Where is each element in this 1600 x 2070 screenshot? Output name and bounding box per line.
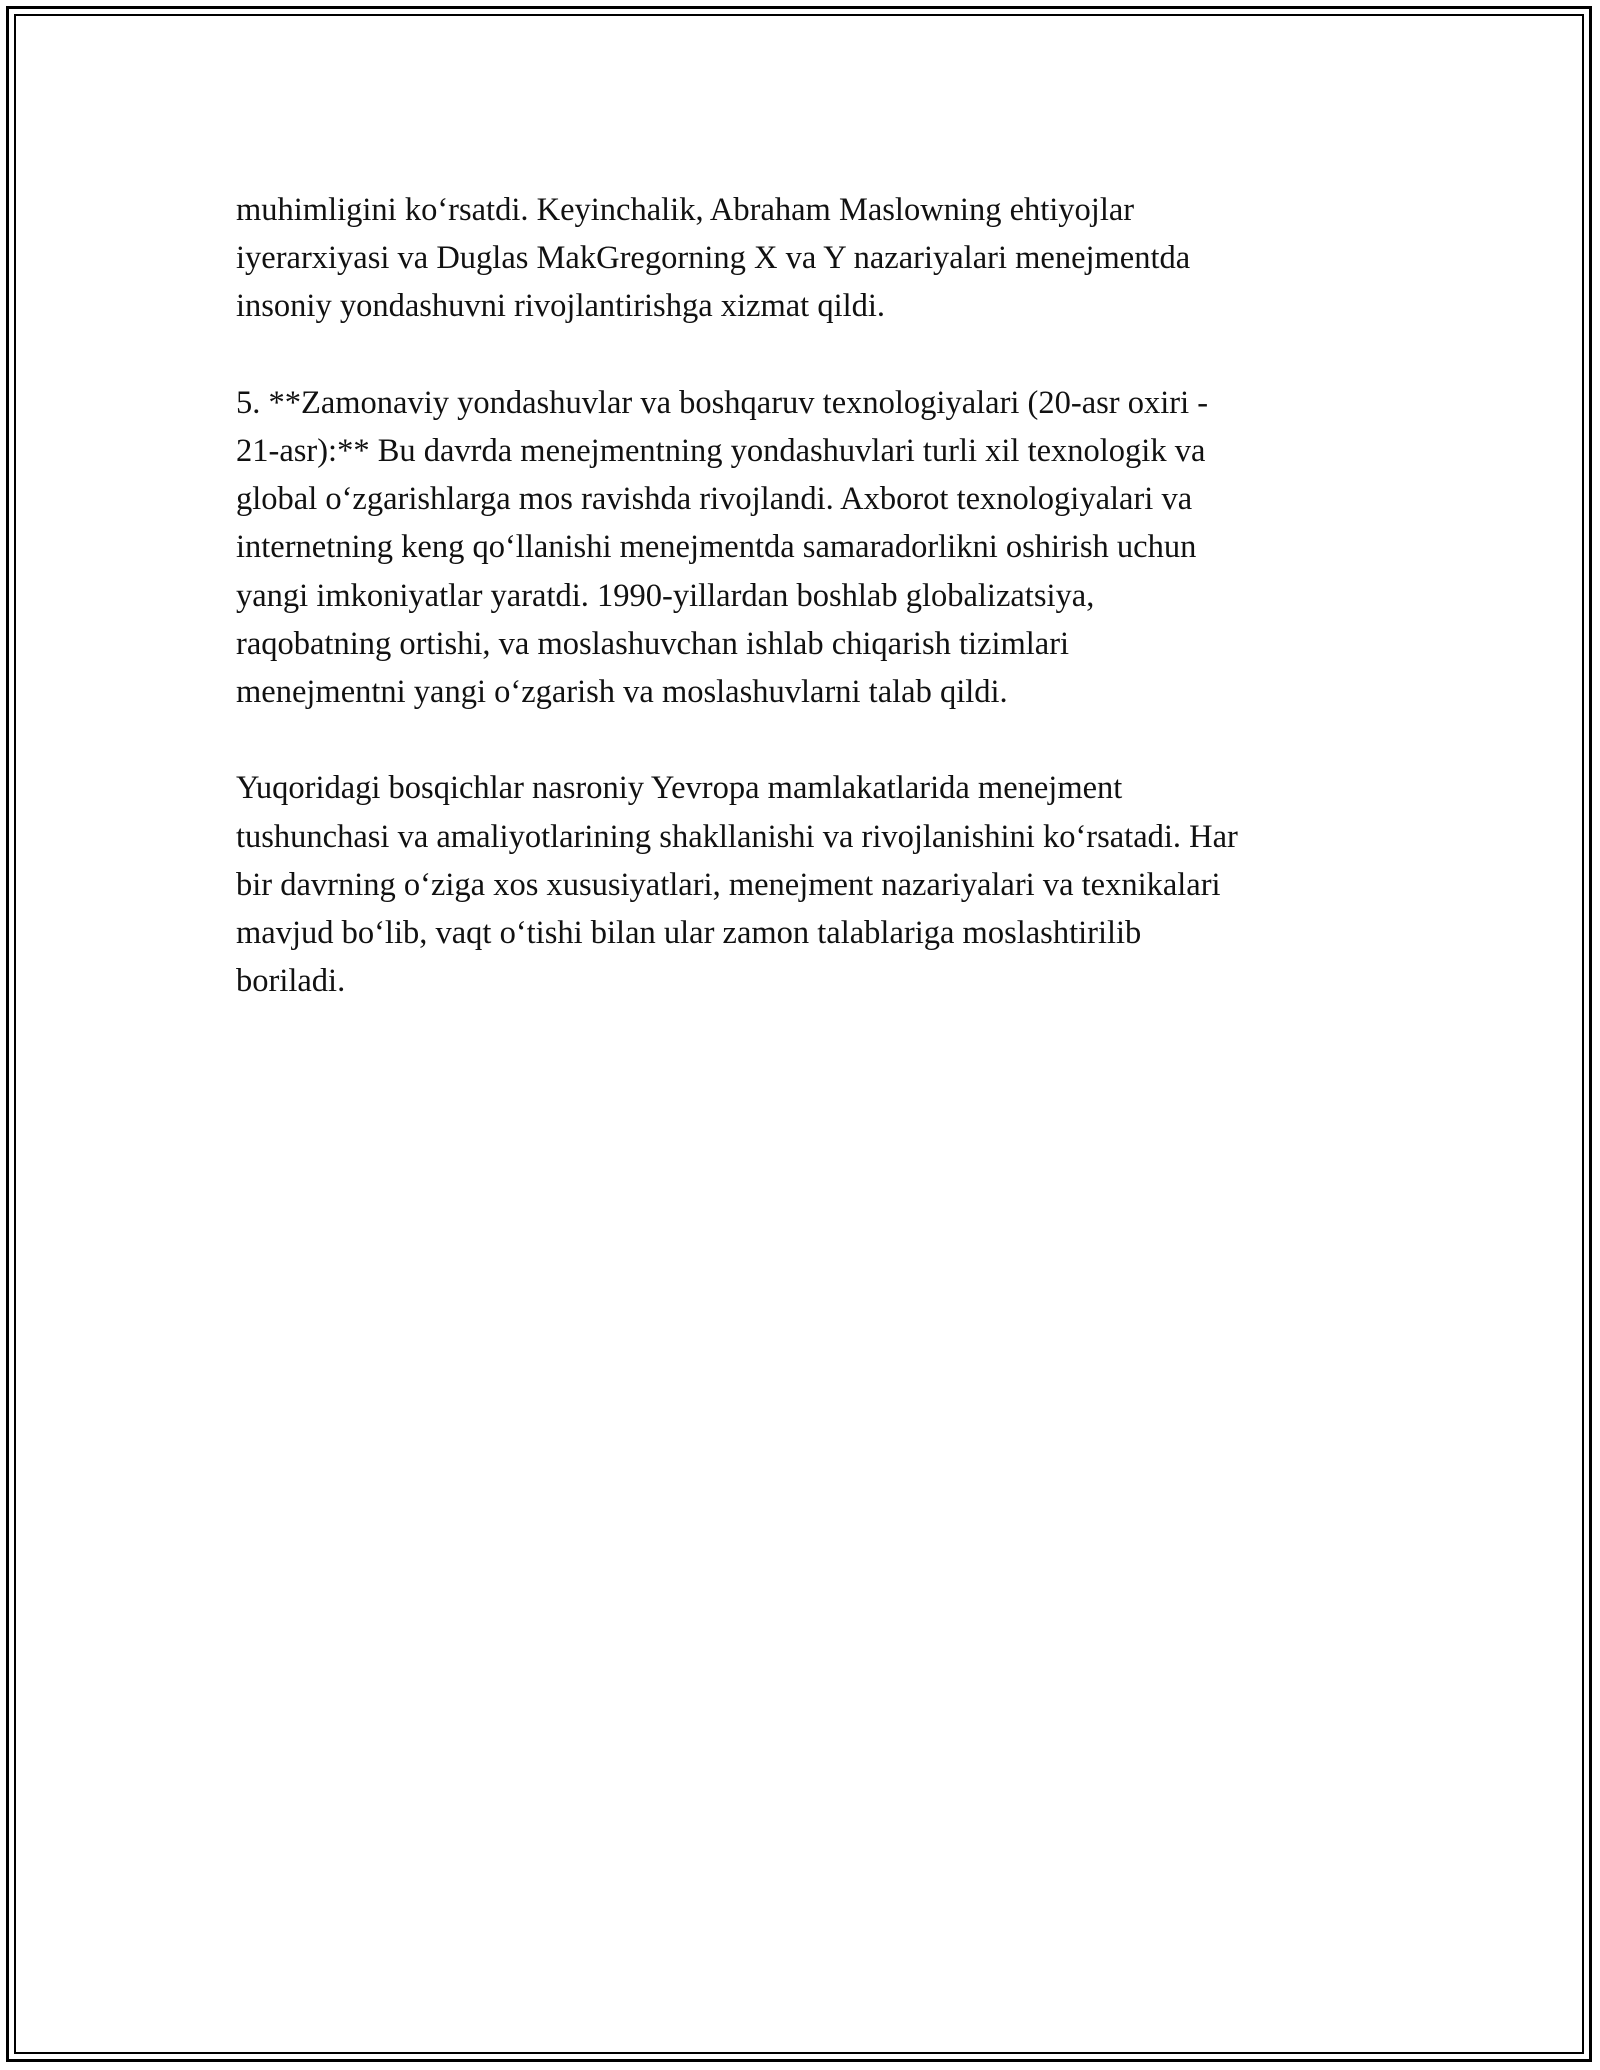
text-line: tushunchasi va amaliyotlarining shakllanishi va rivojlanishini ko‘rsatadi. Har bbox=[236, 818, 1238, 855]
text-line: insoniy yondashuvni rivojlantirishga xizmat qildi. bbox=[236, 288, 886, 325]
text-line: internetning keng qo‘llanishi menejmentda samaradorlikni oshirish uchun bbox=[236, 529, 1197, 566]
document-body bbox=[236, 186, 1386, 1054]
text-line: global o‘zgarishlarga mos ravishda rivojlandi. Axborot texnologiyalari va bbox=[236, 481, 1193, 518]
text-line: menejmentni yangi o‘zgarish va moslashuvlarni talab qildi. bbox=[236, 674, 1008, 711]
text-line: 21-asr):** Bu davrda menejmentning yondashuvlari turli xil texnologik va bbox=[236, 433, 1206, 469]
text-line: boriladi. bbox=[236, 963, 346, 1000]
paragraph-conclusion bbox=[236, 764, 1386, 1005]
text-line: bir davrning o‘ziga xos xususiyatlari, menejment nazariyalari va texnikalari bbox=[236, 866, 1221, 903]
paragraph-modern-approaches bbox=[236, 379, 1386, 716]
text-line: 5. **Zamonaviy yondashuvlar va boshqaruv texnologiyalari (20-asr oxiri - bbox=[236, 384, 1209, 421]
text-line: Yuqoridagi bosqichlar nasroniy Yevropa mamlakatlarida menejment bbox=[236, 770, 1123, 807]
text-line: iyerarxiyasi va Duglas MakGregorning X va Y nazariyalari menejmentda bbox=[236, 240, 1191, 277]
paragraph-maslow-mcgregor bbox=[236, 186, 1386, 331]
text-line: mavjud bo‘lib, vaqt o‘tishi bilan ular zamon talablariga moslashtirilib bbox=[236, 915, 1142, 952]
text-line: muhimligini ko‘rsatdi. Keyinchalik, Abraham Maslowning ehtiyojlar bbox=[236, 192, 1135, 228]
text-line: yangi imkoniyatlar yaratdi. 1990-yillardan boshlab globalizatsiya, bbox=[236, 577, 1095, 614]
text-line: raqobatning ortishi, va moslashuvchan ishlab chiqarish tizimlari bbox=[236, 625, 1070, 662]
